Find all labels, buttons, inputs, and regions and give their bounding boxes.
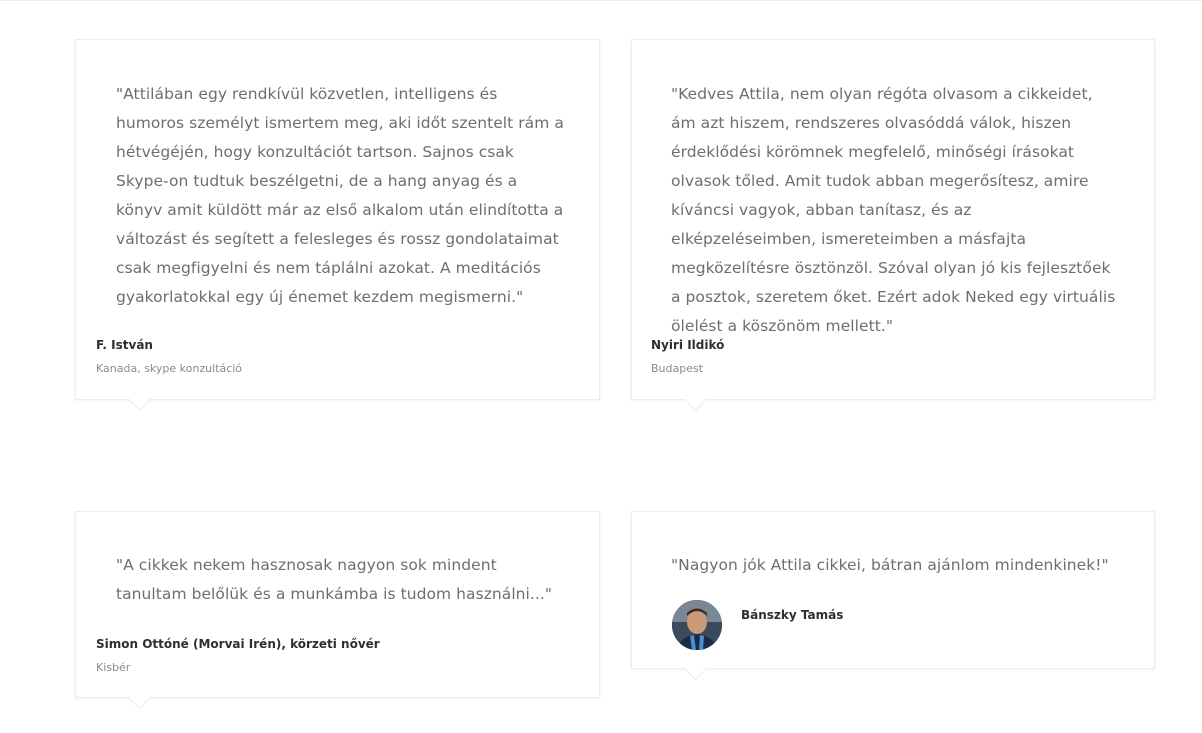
author-photo-icon [672, 600, 722, 650]
testimonial-card-2 [631, 39, 1155, 400]
testimonial-quote: "A cikkek nekem hasznosak nagyon sok mindent tanultam belőlük és a munkámba is tudom használni..." [116, 556, 553, 603]
testimonial-author-location: Budapest [651, 362, 704, 375]
author-avatar [672, 600, 722, 650]
testimonial-author-name: Simon Ottóné (Morvai Irén), körzeti nővér [96, 637, 380, 651]
testimonial-card-3 [75, 511, 600, 698]
testimonial-quote: "Nagyon jók Attila cikkei, bátran ajánlom mindenkinek!" [671, 556, 1109, 574]
testimonial-quote: "Kedves Attila, nem olyan régóta olvasom a cikkeidet, ám azt hiszem, rendszeres olvasóddá válok, hiszen érdeklődési körömnek megfelelő, minőségi írásokat olvasok tőled. Amit tudok abban megerősítesz, amire kíváncsi vagyok, abban tanítasz, és az elképzeléseimben, ismereteimben a másfajta megközelítésre ösztönzöl. Szóval olyan jó kis fejlesztőek a posztok, szeretem őket. Ezért adok Neked egy virtuális ölelést a köszönöm mellett." [671, 85, 1116, 335]
top-divider [0, 0, 1202, 1]
testimonial-card-4 [631, 511, 1155, 669]
testimonial-author-location: Kanada, skype konzultáció [96, 362, 243, 375]
testimonial-author-name: Bánszky Tamás [741, 608, 844, 622]
testimonial-author-name: F. István [96, 338, 153, 352]
testimonial-quote: "Attilában egy rendkívül közvetlen, intelligens és humoros személyt ismertem meg, aki időt szentelt rám a hétvégéjén, hogy konzultációt tartson. Sajnos csak Skype-on tudtuk beszélgetni, de a hang anyag és a könyv amit küldött már az első alkalom után elindította a változást és segített a felesleges és rossz gondolataimat csak megfigyelni és nem táplálni azokat. A meditációs gyakorlatokkal egy új énemet kezdem megismerni." [116, 85, 564, 306]
testimonial-card-1 [75, 39, 600, 400]
testimonial-author-name: Nyiri Ildikó [651, 338, 725, 352]
testimonial-author-location: Kisbér [96, 661, 131, 674]
